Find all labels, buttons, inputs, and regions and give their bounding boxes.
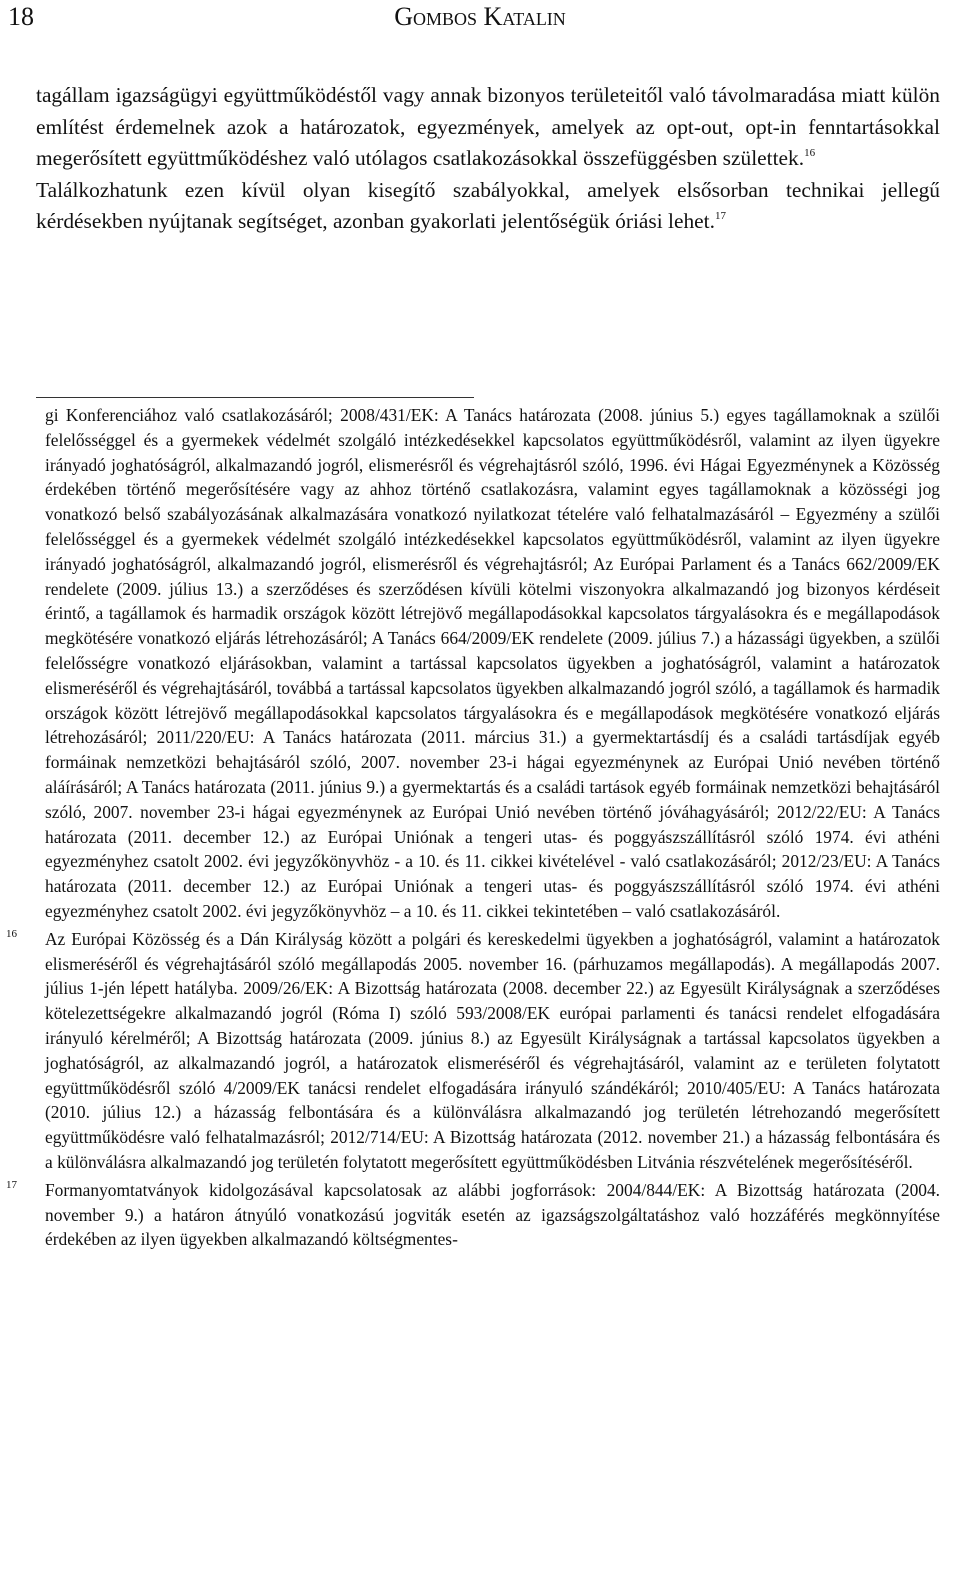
running-head: Gombos Katalin: [394, 2, 566, 31]
footnote-marker: 16: [6, 927, 17, 940]
paragraph-text: tagállam igazságügyi együttműködéstől vagy annak bizonyos területeitől való távolmaradása miatt külön említést érdemelnek azok a határozatok, egyezmények, amelyek az opt-out, opt-in fenntartásokkal megerősített együttműködéshez való utólagos csatlakozásokkal összefüggésben születtek.: [36, 83, 940, 171]
footnote-text: Formanyomtatványok kidolgozásával kapcsolatosak az alábbi jogforrások: 2004/844/EK: A Bizottság határozata (2004. november 9.) a határon átnyúló vonatkozású jogviták esetén az igazságszolgáltatáshoz való hozzáférés megkönnyítése érdekében az ilyen ügyekben alkalmazandó költségmentes-: [45, 1179, 940, 1250]
footnote-divider: [36, 397, 474, 398]
page-number: 18: [8, 2, 34, 31]
paragraph: [36, 175, 940, 238]
footnote-reference[interactable]: 17: [714, 210, 726, 223]
paragraph: [36, 80, 940, 175]
paragraph-text: Találkozhatunk ezen kívül olyan kisegítő szabályokkal, amelyek elsősorban technikai jellegű kérdésekben nyújtanak segítséget, azonban gyakorlati jelentőségük óriási lehet.: [36, 177, 940, 234]
footnote-text: Az Európai Közösség és a Dán Királyság között a polgári és kereskedelmi ügyekben a joghatóságról, valamint a határozatok elismeréséről és végrehajtásáról szóló megállapodás 2005. november 16. (párhuzamos megállapodás). A megállapodás 2007. július 1-jén lépett hatályba. 2009/26/EK: A Bizottság határozata (2008. december 22.) az Egyesült Királyságnak a szerződéses kötelezettségekre alkalmazandó jogról (Róma I) szóló 593/2008/EK európai parlamenti és tanácsi rendelet elfogadására irányuló kérelméről; A Bizottság határozata (2009. június 8.) az Egyesült Királyságnak a tartással kapcsolatos ügyekben a joghatóságról, az alkalmazandó jogról, a határozatok elismeréséről és végrehajtásáról, valamint az e területen folytatott együttműködésről szóló 4/2009/EK tanácsi rendelet elfogadására irányuló szándékáról; 2010/405/EU: A Tanács határozata (2010. július 12.) a házasság felbontására és a különválásra alkalmazandó jog területén létrehozandó megerősített együttműködésre való felhatalmazásról; 2012/714/EU: A Bizottság határozata (2012. november 21.) a házasság felbontására és a különválásra alkalmazandó jog területén folytatott megerősített együttműködésben Litvánia részvételének megerősítéséről.: [45, 928, 940, 1172]
main-text: [36, 80, 940, 238]
footnote-16: [6, 927, 940, 1175]
footnotes: [6, 403, 940, 1252]
footnote-reference[interactable]: 16: [804, 147, 816, 160]
footnote-continued: [36, 403, 940, 924]
footnote-17: [6, 1178, 940, 1252]
footnote-text: gi Konferenciához való csatlakozásáról; 2008/431/EK: A Tanács határozata (2008. június 5.) egyes tagállamoknak a szülői felelősséggel és a gyermekek védelmét szolgáló intézkedésekkel kapcsolatos együttműködésről, valamint az ilyen ügyekre irányadó joghatóságról, alkalmazandó jogról, elismerésről és végrehajtásról szóló, 1996. évi Hágai Egyezménynek a Közösség érdekében történő megerősítésére vagy az ahhoz történő csatlakozásra, valamint egyes tagállamoknak a közösségi jog vonatkozó belső szabályozásának alkalmazására vonatkozó nyilatkozat tételére való felhatalmazásáról – Egyezmény a szülői felelősséggel és a gyermekek védelmét szolgáló intézkedésekkel kapcsolatos együttműködésről, valamint az ilyen ügyekre irányadó joghatóságról, alkalmazandó jogról, elismerésről és végrehajtásról; Az Európai Parlament és a Tanács 662/2009/EK rendelete (2009. július 13.) a szerződéses és szerződésen kívüli kötelmi viszonyokra alkalmazandó jog bizonyos kérdéseit érintő, a tagállamok és harmadik országok között létrejövő megállapodásokkal kapcsolatos tárgyalásokra és e megállapodások megkötésére vonatkozó eljárás létrehozásáról; A Tanács 664/2009/EK rendelete (2009. július 7.) a házassági ügyekben, a szülői felelősségre vonatkozó eljárásokban, valamint a tartással kapcsolatos ügyekben a joghatóságról, valamint a határozatok elismeréséről és végrehajtásáról, továbbá a tartással kapcsolatos ügyekben alkalmazandó jogról szóló, a tagállamok és harmadik országok között létrejövő megállapodásokkal kapcsolatos tárgyalásokra és e megállapodások megkötésére vonatkozó eljárás létrehozásáról; 2011/220/EU: A Tanács határozata (2011. március 31.) a gyermektartásdíj és a családi tartásdíjak egyéb formáinak nemzetközi behajtásáról szóló, 2007. november 23-i hágai egyezménynek az Európai Unió nevében történő aláírásáról; A Tanács határozata (2011. június 9.) a gyermektartás és a családi tartások egyéb formáinak nemzetközi behajtásáról szóló, 2007. november 23-i hágai egyezménynek az Európai Unió nevében történő jóváhagyásáról; 2012/22/EU: A Tanács határozata (2011. december 12.) az Európai Uniónak a tengeri utas- és poggyászszállításról szóló 1974. évi athéni egyezményhez csatolt 2002. évi jegyzőkönyvhöz - a 10. és 11. cikkei kivételével - való csatlakozásáról; 2012/23/EU: A Tanács határozata (2011. december 12.) az Európai Uniónak a tengeri utas- és poggyászszállításról szóló 1974. évi athéni egyezményhez csatolt 2002. évi jegyzőkönyvhöz – a 10. és 11. cikkei tekintetében – való csatlakozásáról.: [45, 405, 940, 921]
footnote-marker: 17: [6, 1178, 17, 1191]
